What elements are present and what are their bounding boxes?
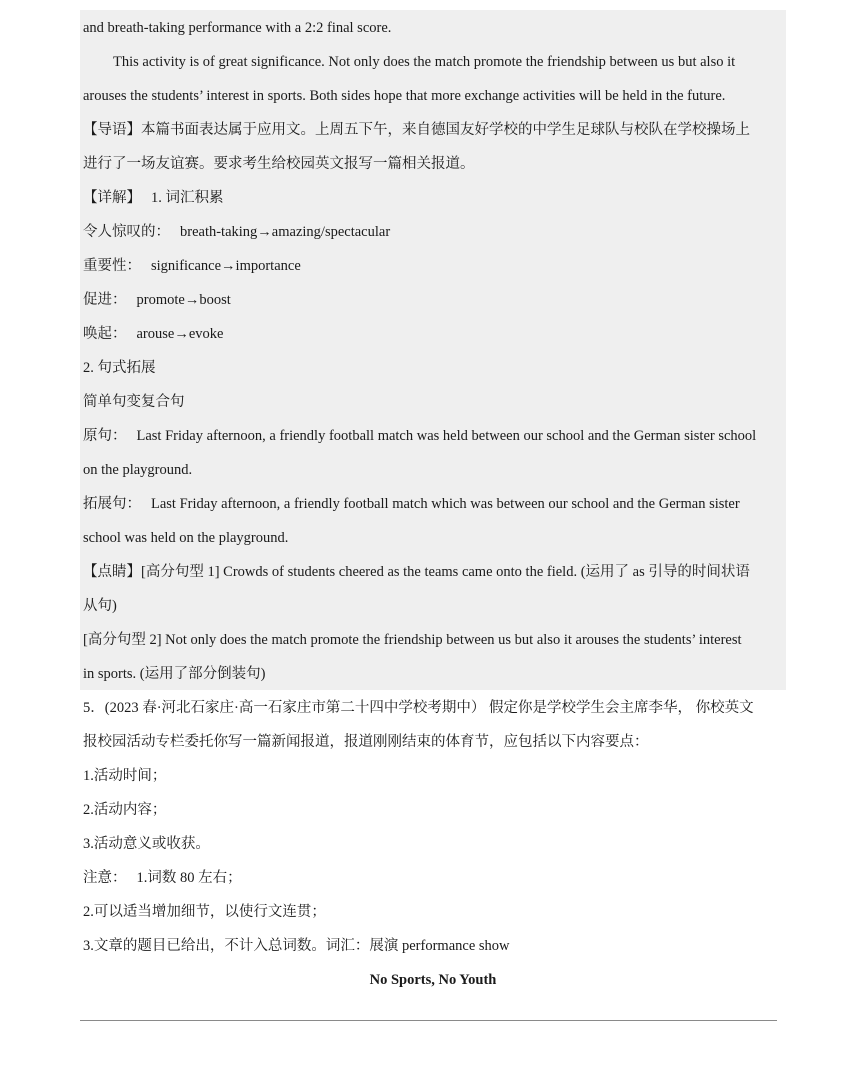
answer-writing-line (80, 1020, 777, 1021)
highlight2-line-2: in sports. (运用了部分倒装句) (83, 666, 266, 682)
original-sentence-line-2: on the playground. (83, 462, 193, 478)
detail-heading (83, 188, 224, 208)
highlight-line-2: 从句) (83, 598, 117, 614)
question-line-2: 报校园活动专栏委托你写一篇新闻报道，报道刚刚结束的体育节，应包括以下内容要点： (83, 734, 649, 750)
expanded-label: 拓展句： (83, 496, 141, 512)
vocab-text: promote→boost (136, 292, 231, 308)
guide-line-2: 进行了一场友谊赛。要求考生给校园英文报写一篇相关报道。 (83, 156, 475, 172)
essay-title: No Sports, No Youth (369, 972, 497, 988)
highlight2-line-1: [高分句型 2] Not only does the match promote the friendship between us but also it arouses the students’ interest (83, 632, 742, 648)
expanded-text: Last Friday afternoon, a friendly football match which was between our school and the German sister (151, 496, 740, 512)
question-line-1: 5．(2023 春·河北石家庄·高一石家庄市第二十四中学校考期中） 假定你是学校学生会主席李华， 你校英文 (83, 700, 754, 716)
vocab-item (83, 222, 390, 242)
note-item: 2.可以适当增加细节，以使行文连贯； (83, 904, 326, 920)
vocab-item (83, 324, 223, 344)
vocab-text: breath-taking→amazing/spectacular (180, 224, 391, 240)
notes-line-1 (83, 868, 242, 888)
vocab-text: significance→importance (151, 258, 301, 274)
guide-line-1: 【导语】本篇书面表达属于应用文。上周五下午，来自德国友好学校的中学生足球队与校队在学校操场上 (83, 122, 750, 138)
original-text: Last Friday afternoon, a friendly football match was held between our school and the German sister school (136, 428, 757, 444)
essay-paragraph-line: This activity is of great significance. Not only does the match promote the friendship between us but also it (113, 54, 736, 70)
answer-explanation-block (80, 10, 786, 690)
original-sentence-line-1 (83, 426, 756, 446)
vocab-label: 重要性： (83, 258, 141, 274)
vocab-label: 促进： (83, 292, 127, 308)
question-point: 2.活动内容； (83, 802, 167, 818)
original-label: 原句： (83, 428, 127, 444)
highlight-line-1: 【点睛】[高分句型 1] Crowds of students cheered as the teams came onto the field. (运用了 as 引导的时间状语 (83, 564, 750, 580)
sentence-heading: 2. 句式拓展 (83, 360, 156, 376)
detail-heading-label: 【详解】 (83, 190, 141, 206)
question-point: 3.活动意义或收获。 (83, 836, 210, 852)
detail-heading-text: 1. 词汇积累 (151, 190, 224, 206)
vocab-item (83, 256, 301, 276)
expanded-sentence-line-2: school was held on the playground. (83, 530, 289, 546)
question-point: 1.活动时间； (83, 768, 167, 784)
vocab-item (83, 290, 231, 310)
vocab-text: arouse→evoke (136, 326, 224, 342)
notes-label: 注意： (83, 870, 127, 886)
note-item: 1.词数 80 左右； (136, 870, 242, 886)
vocab-label: 令人惊叹的： (83, 224, 170, 240)
essay-paragraph-continuation: arouses the students’ interest in sports. Both sides hope that more exchange activities will be held in the future. (83, 88, 726, 104)
essay-tail-line: and breath-taking performance with a 2:2 final score. (83, 20, 392, 36)
vocab-label: 唤起： (83, 326, 127, 342)
expanded-sentence-line-1 (83, 494, 740, 514)
sentence-subheading: 简单句变复合句 (83, 394, 185, 410)
note-item: 3.文章的题目已给出，不计入总词数。词汇：展演 performance show (83, 938, 510, 954)
